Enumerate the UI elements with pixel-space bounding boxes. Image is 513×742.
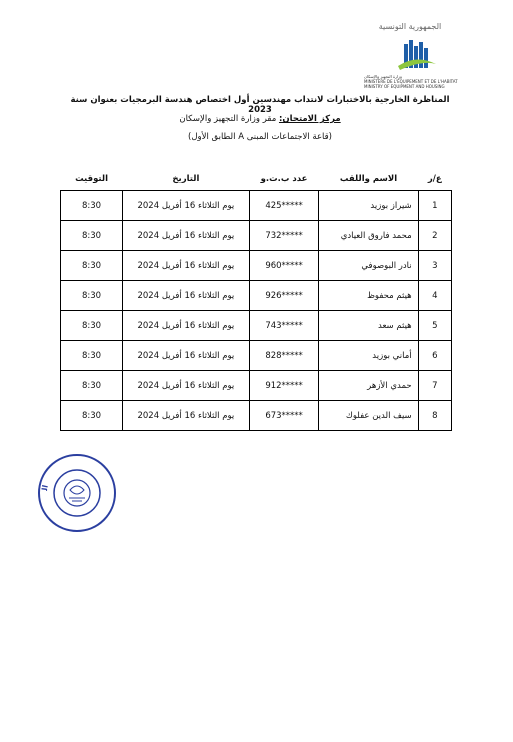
official-stamp (36, 452, 118, 534)
cell-date: يوم الثلاثاء 16 أفريل 2024 (123, 341, 250, 371)
cell-id: *****912 (249, 371, 319, 401)
cell-time: 8:30 (61, 221, 123, 251)
cell-name: هيثم سعد (319, 311, 418, 341)
cell-name: حمدي الأزهر (319, 371, 418, 401)
svg-text:الجمهورية التونسية وزارة التجه (36, 452, 50, 492)
exam-center (60, 114, 460, 124)
stamp-text: ال (40, 484, 50, 492)
cell-date: يوم الثلاثاء 16 أفريل 2024 (123, 191, 250, 221)
cell-date: يوم الثلاثاء 16 أفريل 2024 (123, 251, 250, 281)
cell-name: سيف الدين عفلوك (319, 401, 418, 431)
cell-time: 8:30 (61, 311, 123, 341)
cell-time: 8:30 (61, 191, 123, 221)
cell-num: 6 (418, 341, 451, 371)
cell-name: محمد فاروق العيادي (319, 221, 418, 251)
cell-id: *****673 (249, 401, 319, 431)
cell-time: 8:30 (61, 371, 123, 401)
cell-date: يوم الثلاثاء 16 أفريل 2024 (123, 281, 250, 311)
cell-id: *****828 (249, 341, 319, 371)
ministry-name-ar: وزارة التجهيز والإسكان (364, 74, 402, 79)
cell-num: 1 (418, 191, 451, 221)
cell-date: يوم الثلاثاء 16 أفريل 2024 (123, 221, 250, 251)
cell-name: شيراز بوزيد (319, 191, 418, 221)
cell-name: هيثم محفوظ (319, 281, 418, 311)
exam-center-value: مقر وزارة التجهيز والإسكان (179, 114, 277, 124)
table-row (61, 251, 452, 281)
cell-id: *****425 (249, 191, 319, 221)
cell-id: *****743 (249, 311, 319, 341)
table-row (61, 341, 452, 371)
cell-name: أماني بوزيد (319, 341, 418, 371)
table-row (61, 311, 452, 341)
table-row (61, 221, 452, 251)
cell-num: 5 (418, 311, 451, 341)
cell-date: يوم الثلاثاء 16 أفريل 2024 (123, 371, 250, 401)
candidates-table (60, 168, 452, 431)
cell-name: نادر البوصوفي (319, 251, 418, 281)
cell-time: 8:30 (61, 251, 123, 281)
header-num: ع/ر (427, 174, 442, 184)
header-time: التوقيت (75, 174, 108, 184)
cell-num: 8 (418, 401, 451, 431)
header-id: عدد ب.ت.و (260, 174, 308, 184)
ministry-name-fr: MINISTÈRE DE L'ÉQUIPEMENT ET DE L'HABITAT (364, 79, 458, 84)
table-row (61, 191, 452, 221)
exam-center-label: مركز الامتحان: (278, 114, 341, 124)
table-row (61, 281, 452, 311)
cell-time: 8:30 (61, 401, 123, 431)
table-row (61, 401, 452, 431)
cell-num: 7 (418, 371, 451, 401)
table-row (61, 371, 452, 401)
header-republic: الجمهورية التونسية (378, 22, 442, 31)
stamp-seal-icon (36, 452, 118, 534)
cell-id: *****926 (249, 281, 319, 311)
table-header-row (61, 168, 452, 191)
cell-num: 2 (418, 221, 451, 251)
ministry-name-en: MINISTRY OF EQUIPMENT AND HOUSING (364, 84, 445, 89)
cell-num: 4 (418, 281, 451, 311)
ministry-caption (364, 74, 492, 89)
cell-time: 8:30 (61, 341, 123, 371)
exam-hall: (قاعة الاجتماعات المبنى A الطابق الأول) (188, 132, 332, 142)
cell-date: يوم الثلاثاء 16 أفريل 2024 (123, 311, 250, 341)
cell-num: 3 (418, 251, 451, 281)
cell-id: *****732 (249, 221, 319, 251)
page-title: المناظرة الخارجية بالاختبارات لانتداب مهندسين أول اختصاص هندسة البرمجيات بعنوان سنة 2023 (70, 95, 450, 115)
cell-id: *****960 (249, 251, 319, 281)
header-name: الاسم واللقب (339, 174, 398, 184)
header-date: التاريخ (172, 174, 200, 184)
cell-time: 8:30 (61, 281, 123, 311)
cell-date: يوم الثلاثاء 16 أفريل 2024 (123, 401, 250, 431)
